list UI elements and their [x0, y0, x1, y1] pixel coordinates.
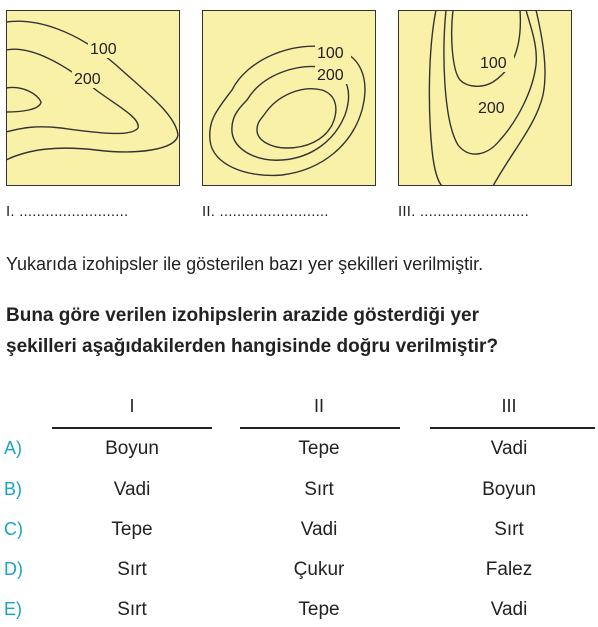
option-row-e[interactable] [0, 599, 598, 627]
column-header-3: III [501, 396, 517, 416]
contour-label-200: 200 [317, 67, 344, 84]
option-letter: A) [4, 438, 22, 458]
map-label-2 [202, 203, 329, 220]
question-line-1: Buna göre verilen izohipslerin arazide gösterdiği yer [6, 305, 480, 326]
answer-cell: Sırt [494, 519, 524, 540]
column-rule-3 [430, 427, 595, 429]
option-letter: C) [4, 519, 23, 539]
answer-cell: Vadi [300, 519, 338, 540]
option-letter: B) [4, 479, 22, 499]
answer-cell: Tepe [111, 519, 153, 540]
answer-cell: Tepe [298, 599, 340, 620]
option-row-d[interactable] [0, 559, 598, 587]
answer-cell: Vadi [113, 479, 151, 500]
answer-cell: Falez [485, 559, 533, 580]
option-letter: D) [4, 559, 23, 579]
answer-blank: ......................... [219, 203, 329, 220]
option-row-c[interactable] [0, 519, 598, 547]
contour-label-100: 100 [480, 55, 507, 72]
option-row-b[interactable] [0, 479, 598, 507]
contour-label-200: 200 [74, 71, 101, 88]
column-header-1: I [129, 396, 135, 416]
contour-label-100: 100 [90, 41, 117, 58]
question-line-2: şekilleri aşağıdakilerden hangisinde doğru verilmiştir? [6, 336, 499, 357]
map-numeral: III. [398, 203, 416, 220]
column-rule-1 [52, 427, 212, 429]
answer-cell: Boyun [482, 479, 536, 500]
contour-map-3 [398, 10, 572, 186]
column-rule-2 [240, 427, 400, 429]
contour-label-100: 100 [317, 45, 344, 62]
map-numeral: II. [202, 203, 216, 220]
option-row-a[interactable] [0, 438, 598, 466]
map-numeral: I. [6, 203, 15, 220]
answer-cell: Vadi [490, 438, 528, 459]
answer-cell: Sırt [117, 599, 147, 620]
column-header-2: II [313, 396, 324, 416]
contour-map-2 [202, 10, 376, 186]
answer-cell: Sırt [304, 479, 334, 500]
answer-blank: ......................... [19, 203, 129, 220]
answer-cell: Sırt [117, 559, 147, 580]
answer-cell: Vadi [490, 599, 528, 620]
contour-map-1 [6, 10, 180, 186]
answer-cell: Çukur [293, 559, 345, 580]
contour-label-200: 200 [478, 100, 505, 117]
option-letter: E) [4, 599, 22, 619]
intro-text: Yukarıda izohipsler ile gösterilen bazı yer şekilleri verilmiştir. [6, 254, 484, 274]
answer-cell: Boyun [105, 438, 159, 459]
map-label-1 [6, 203, 128, 220]
answer-blank: ......................... [419, 203, 530, 220]
map-label-3 [398, 203, 529, 220]
question-text [6, 300, 596, 362]
answer-cell: Tepe [298, 438, 340, 459]
